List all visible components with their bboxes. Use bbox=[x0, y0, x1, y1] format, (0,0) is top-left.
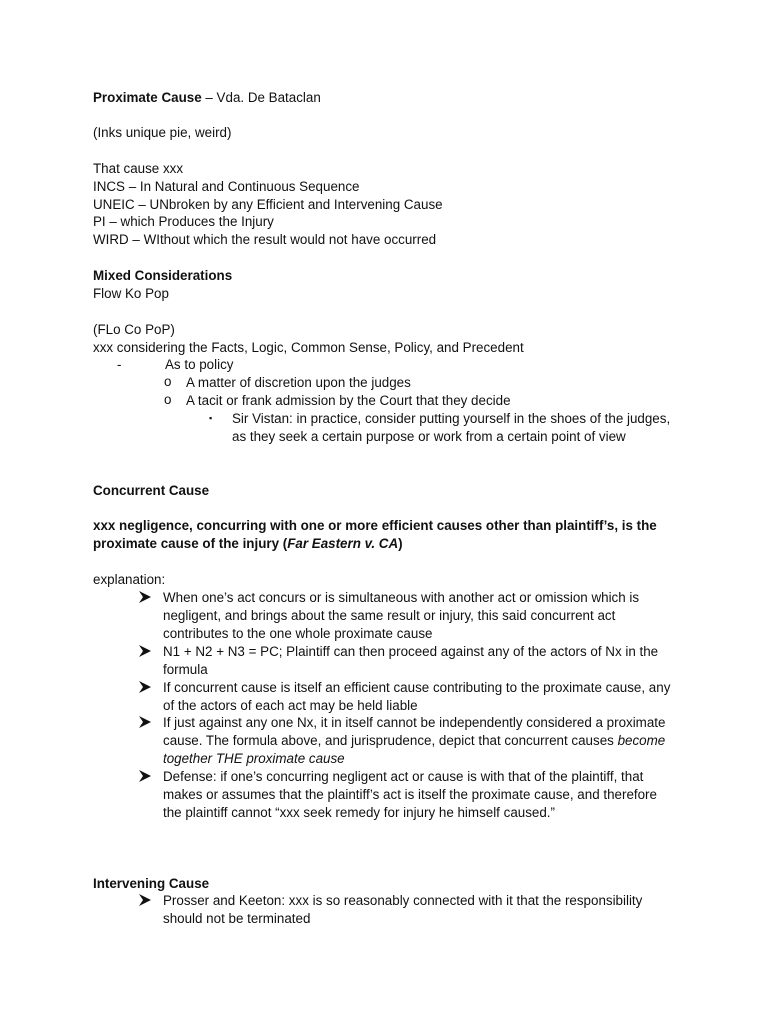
explanation-item: N1 + N2 + N3 = PC; Plaintiff can then proceed against any of the actors of Nx in the formula bbox=[163, 644, 659, 677]
explanation-item bbox=[163, 714, 678, 767]
explanation-item: When one’s act concurs or is simultaneous with another act or omission which is negligent, and brings about the same result or injury, this said concurrent act contributes to the one whole proximate cause bbox=[163, 590, 640, 641]
square-bullet: ▪ bbox=[209, 413, 213, 423]
circle-bullet: o bbox=[164, 392, 172, 407]
mnemonic-line: (Inks unique pie, weird) bbox=[93, 125, 232, 140]
sir-vistan-note: Sir Vistan: in practice, consider putting yourself in the shoes of the judges, as they seek a certain purpose or work from a certain point of view bbox=[232, 411, 671, 444]
arrow-bullet-icon bbox=[138, 680, 152, 694]
explanation-text: If just against any one Nx, it in itself cannot be independently considered a proximate cause. The formula above, and jurisprudence, depict that concurrent causes bbox=[163, 715, 666, 748]
intervening-cause-heading: Intervening Cause bbox=[93, 876, 210, 891]
dash-bullet: - bbox=[117, 357, 122, 372]
policy-item: A matter of discretion upon the judges bbox=[186, 375, 411, 390]
arrow-bullet-icon bbox=[138, 715, 152, 729]
policy-item: A tacit or frank admission by the Court that they decide bbox=[186, 393, 511, 408]
considering-line: xxx considering the Facts, Logic, Common Sense, Policy, and Precedent bbox=[93, 340, 524, 355]
mnemonic-line: (FLo Co PoP) bbox=[93, 322, 175, 337]
rule-text: xxx negligence, concurring with one or more efficient causes other than plaintiff’s, is the proximate cause of the injury ( bbox=[93, 518, 657, 551]
heading-rest: – Vda. De Bataclan bbox=[201, 90, 321, 105]
rule-close: ) bbox=[398, 535, 403, 551]
explanation-item: Defense: if one’s concurring negligent act or cause is with that of the plaintiff, that makes or assumes that the plaintiff’s act is itself the proximate cause, and therefore the plaintiff cannot “xxx seek remedy for injury he himself caused.” bbox=[163, 769, 657, 820]
cause-line: That cause xxx bbox=[93, 161, 184, 176]
proximate-cause-heading bbox=[93, 89, 321, 106]
circle-bullet: o bbox=[164, 374, 172, 389]
cause-line: WIRD – WIthout which the result would not have occurred bbox=[93, 232, 437, 247]
heading-bold: Proximate Cause bbox=[93, 90, 202, 105]
concurrent-rule bbox=[93, 517, 673, 553]
explanation-label: explanation: bbox=[93, 572, 166, 587]
arrow-bullet-icon bbox=[138, 769, 152, 783]
cause-line: INCS – In Natural and Continuous Sequence bbox=[93, 179, 360, 194]
flow-line: Flow Ko Pop bbox=[93, 286, 169, 301]
explanation-italic: become together THE proximate cause bbox=[163, 732, 666, 766]
intervening-item: Prosser and Keeton: xxx is so reasonably connected with it that the responsibility should not be terminated bbox=[163, 893, 643, 926]
policy-label: As to policy bbox=[165, 357, 234, 372]
explanation-item: If concurrent cause is itself an efficient cause contributing to the proximate cause, any of the actors of each act may be held liable bbox=[163, 680, 671, 713]
cause-line: UNEIC – UNbroken by any Efficient and Intervening Cause bbox=[93, 197, 443, 212]
concurrent-cause-heading: Concurrent Cause bbox=[93, 483, 210, 498]
case-name: Far Eastern v. CA bbox=[287, 535, 399, 551]
arrow-bullet-icon bbox=[138, 893, 152, 907]
arrow-bullet-icon bbox=[138, 644, 152, 658]
mixed-considerations-heading: Mixed Considerations bbox=[93, 268, 233, 283]
arrow-bullet-icon bbox=[138, 590, 152, 604]
cause-line: PI – which Produces the Injury bbox=[93, 214, 274, 229]
